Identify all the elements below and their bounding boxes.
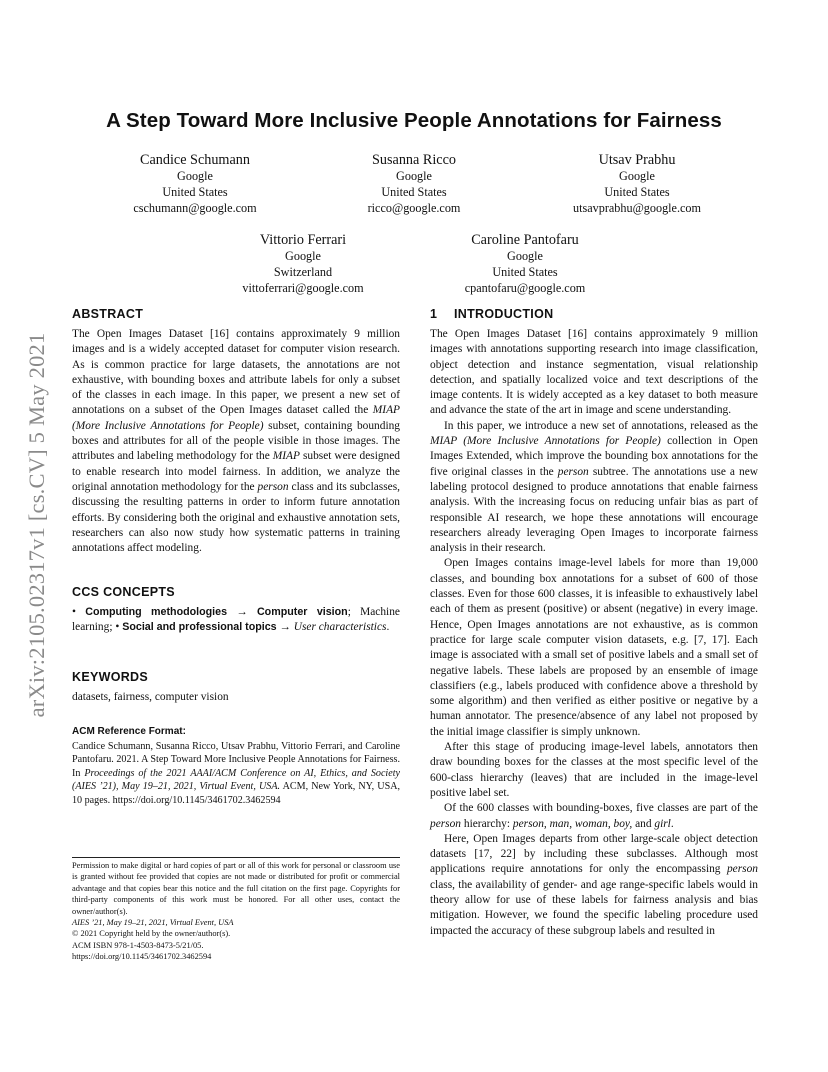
author-country: United States xyxy=(381,184,447,199)
author-country: United States xyxy=(162,184,228,199)
ccs-bullet: • xyxy=(72,606,76,618)
keywords-body: datasets, fairness, computer vision xyxy=(72,691,229,703)
intro-paragraph: The Open Images Dataset [16] contains approximately 9 million images with annotations supporting research into image classification, object detection and instance segmentation, visual relationship detection, and spatially localized voice and text descriptions of the image contents. It is widely accepted as a key dataset to both measure and advance the state of the art in image and scene understanding. xyxy=(430,328,758,417)
ccs-arrow: → xyxy=(236,606,248,618)
acm-reference-proceedings: Proceedings of the 2021 AAAI/ACM Conference on AI, Ethics, and Society (AIES ’21), May 19–21, 2021, Virtual Event, USA. xyxy=(72,767,400,793)
venue-line: AIES ’21, May 19–21, 2021, Virtual Event, USA xyxy=(72,918,234,928)
author-name: Vittorio Ferrari xyxy=(259,232,347,248)
author-country: United States xyxy=(492,264,558,279)
acm-reference-tail: ACM, New York, NY, USA, 10 pages. https://doi.org/10.1145/3461702.3462594 xyxy=(72,781,401,806)
ccs-heading: CCS CONCEPTS xyxy=(72,585,175,599)
ccs-concept-tail: . xyxy=(386,621,390,634)
keywords-heading: KEYWORDS xyxy=(72,670,149,684)
arxiv-stamp-text: arXiv:2105.02317v1 [cs.CV] 5 May 2021 xyxy=(24,332,49,718)
author-email: cschumann@google.com xyxy=(133,200,257,215)
author-name: Caroline Pantofaru xyxy=(471,232,579,248)
introduction-heading xyxy=(430,307,553,321)
copyright-footnote xyxy=(72,860,400,963)
author-org: Google xyxy=(177,169,213,183)
intro-paragraph: Open Images contains image-level labels for more than 19,000 classes, and bounding box annotations for a subset of 600 of those classes. Even for those 600 classes, it is infeasible to exhaustively label each of them as present (positive) or absent (negative) in every image. Hence, Open Images annotations are not exhaustive, as is common practice for large scale computer vision datasets, e.g. [7, 17]. Each image is associated with a small set of positive labels and a small set of negative labels. These labels are proposed by an ensemble of image classifiers (e.g., labels produced with confidence above a threshold by some algorithm) and then verified as either positive or negative by a human annotator. The presence/absence of any label not proposed by the initial image classifier is simply unknown. xyxy=(430,557,758,738)
abstract-heading: ABSTRACT xyxy=(72,307,144,321)
intro-paragraph: In this paper, we introduce a new set of annotations, released as the MIAP (More Inclusive Annotations for People) collection in Open Images Extended, which improve the bounding box annotations for the five original classes in the person subtree. The annotations use a new labeling protocol designed to produce annotations that enable fairness analysis. With the increasing focus on reducing unfair bias as part of responsible AI research, we hope these annotations will encourage researchers already leveraging Open Images to incorporate fairness analysis in their research. xyxy=(430,419,758,555)
author-org: Google xyxy=(285,249,321,263)
footnote-divider xyxy=(72,857,400,858)
acm-reference-citation: Candice Schumann, Susanna Ricco, Utsav Prabhu, Vittorio Ferrari, and Caroline Pantofaru. 2021. A Step Toward More Inclusive People Annotations for Fairness. In xyxy=(72,741,400,779)
isbn-line: ACM ISBN 978-1-4503-8473-5/21/05. xyxy=(72,940,204,950)
author-block xyxy=(193,231,413,296)
ccs-concept: User characteristics xyxy=(293,621,387,634)
section-title: INTRODUCTION xyxy=(454,307,554,321)
acm-reference-heading: ACM Reference Format: xyxy=(72,726,186,737)
author-org: Google xyxy=(396,169,432,183)
author-email: utsavprabhu@google.com xyxy=(573,200,701,215)
author-block xyxy=(527,151,747,216)
ccs-concept: Social and professional topics xyxy=(122,621,277,634)
author-country: United States xyxy=(604,184,670,199)
author-name: Utsav Prabhu xyxy=(598,152,676,168)
intro-paragraph: Here, Open Images departs from other large-scale object detection datasets [17, 22] by including these subclasses. Although most applications require annotations for only the encompassing person class, the availability of gender- and age range-specific labels would in theory allow for use of these labels for fairness analysis and bias mitigation. However, we found the specific labeling procedure used impacted the accuracy of these subgroup labels and resulted in xyxy=(430,832,758,937)
arxiv-identifier-stamp xyxy=(12,290,62,760)
author-org: Google xyxy=(619,169,655,183)
section-number: 1 xyxy=(430,307,438,321)
abstract-body xyxy=(72,327,400,556)
ccs-concept: Computer vision xyxy=(256,606,348,618)
permission-notice: Permission to make digital or hard copies of part or all of this work for personal or classroom use is granted without fee provided that copies are not made or distributed for profit or commercial advantage and that copies bear this notice and the full citation on the first page. Copyrights for third-party components of this work must be honored. For all other uses, contact the owner/author(s). xyxy=(72,861,400,916)
abstract-text: The Open Images Dataset [16] contains approximately 9 million images and is a widely accepted dataset for computer vision research. As is common practice for large datasets, the annotations are not exhaustive, with bounding boxes and attribute labels for only a subset of the classes in each image. In this paper, we present a new set of annotations on a subset of the Open Images dataset called the MIAP (More Inclusive Annotations for People) subset, containing bounding boxes and attributes for all of the people visible in those images. The attributes and labeling methodology for the MIAP subset were designed to enable research into model fairness. In addition, we analyze the original annotation methodology for the person class and its subclasses, discussing the resulting patterns in order to inform future annotation efforts. By considering both the original and exhaustive annotation sets, researchers can also now study how systematic patterns in training annotations affect modeling. xyxy=(72,328,401,555)
doi-line: https://doi.org/10.1145/3461702.3462594 xyxy=(72,952,212,962)
ccs-arrow: → xyxy=(279,621,291,634)
author-country: Switzerland xyxy=(273,264,333,279)
author-org: Google xyxy=(507,249,543,263)
acm-reference-body xyxy=(72,740,400,807)
author-block xyxy=(304,151,524,216)
author-block xyxy=(85,151,305,216)
ccs-concept-tail: ; Machine learning; xyxy=(72,606,400,634)
introduction-body xyxy=(430,327,758,939)
author-name: Susanna Ricco xyxy=(372,152,456,168)
ccs-concept: Computing methodologies xyxy=(85,606,228,618)
author-name: Candice Schumann xyxy=(140,152,250,168)
copyright-line: © 2021 Copyright held by the owner/author(s). xyxy=(72,929,231,939)
author-block xyxy=(415,231,635,296)
intro-paragraph: Of the 600 classes with bounding-boxes, five classes are part of the person hierarchy: person, man, woman, boy, and girl. xyxy=(430,802,758,830)
intro-paragraph: After this stage of producing image-level labels, annotators then draw bounding boxes for the classes at the most specific level of the 600-class hierarchy (leaves) that are included in the image-level positive label set. xyxy=(430,741,758,799)
author-email: cpantofaru@google.com xyxy=(464,280,586,295)
paper-title: A Step Toward More Inclusive People Annotations for Fairness xyxy=(106,109,722,132)
author-email: vittoferrari@google.com xyxy=(242,280,364,295)
ccs-body xyxy=(72,605,400,636)
ccs-concepts-text xyxy=(72,605,400,636)
author-email: ricco@google.com xyxy=(367,200,461,215)
ccs-bullet: • xyxy=(115,621,120,634)
